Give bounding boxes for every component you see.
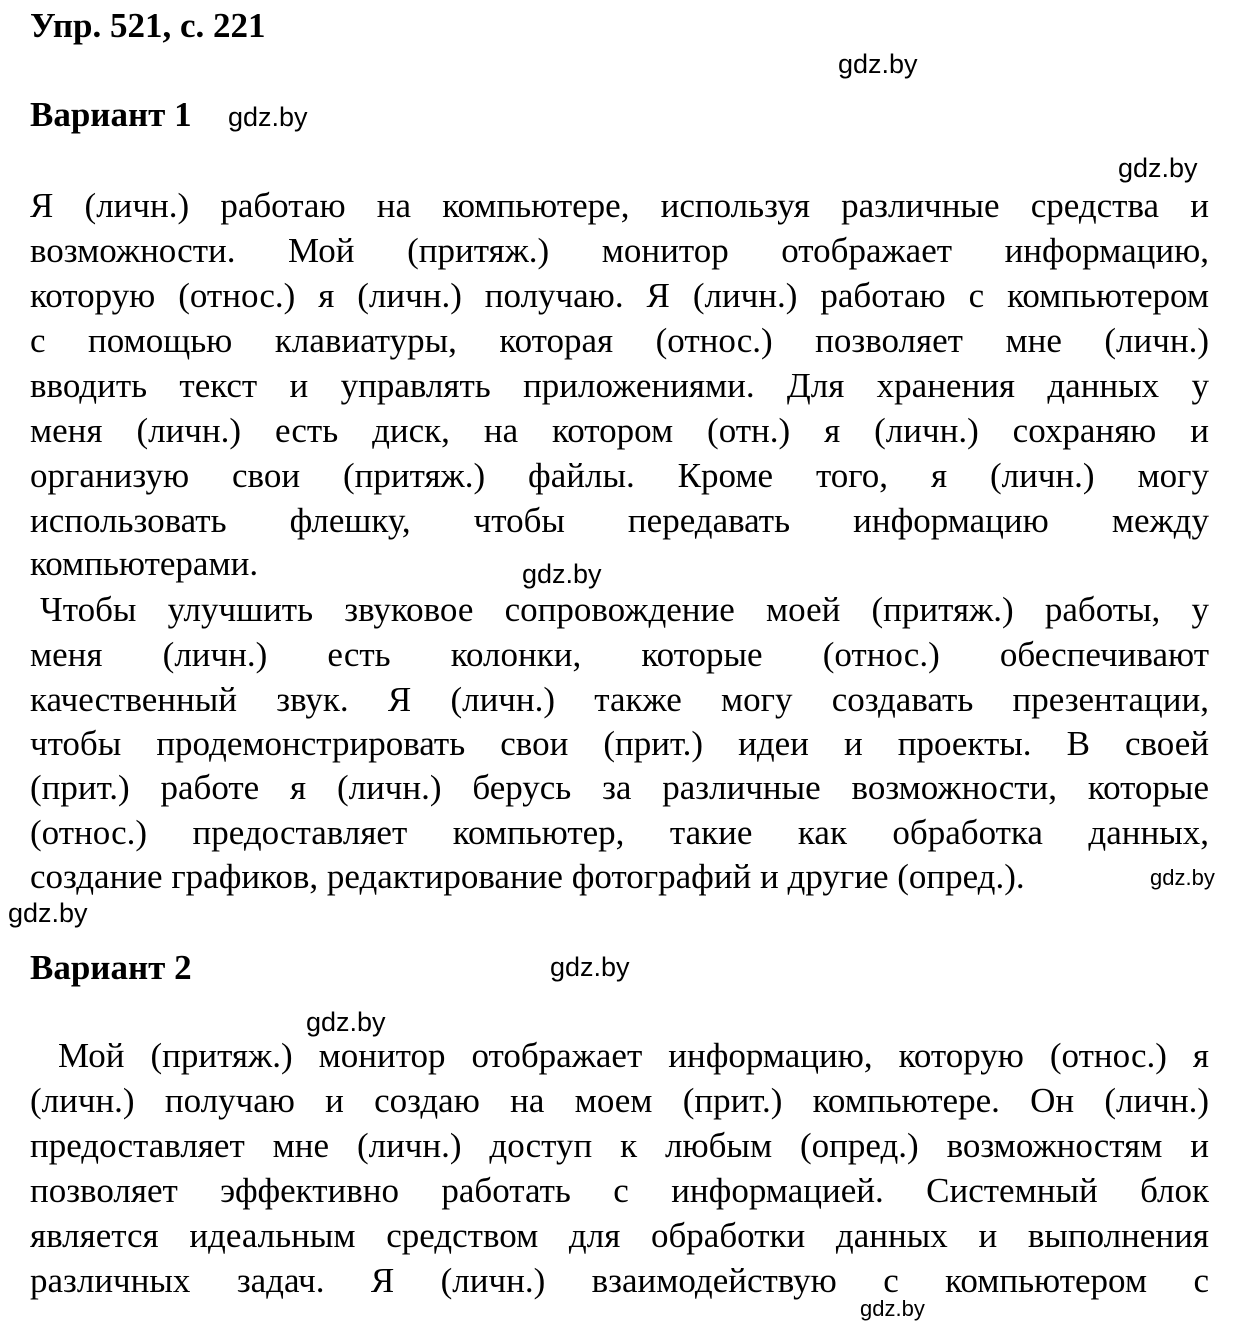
variant-1-line: Я (личн.) работаю на компьютере, используя различные средства и	[30, 186, 1209, 225]
variant-1-line: организую свои (притяж.) файлы. Кроме того, я (личн.) могу	[30, 456, 1209, 495]
variant-2-line: (личн.) получаю и создаю на моем (прит.) компьютере. Он (личн.)	[30, 1081, 1209, 1120]
variant-1-line: качественный звук. Я (личн.) также могу создавать презентации,	[30, 680, 1209, 719]
watermark: gdz.by	[306, 1007, 386, 1037]
variant-1-line: Чтобы улучшить звуковое сопровождение моей (притяж.) работы, у	[40, 590, 1209, 629]
variant-1-line: создание графиков, редактирование фотографий и другие (опред.).	[30, 857, 1025, 896]
variant-1-line: использовать флешку, чтобы передавать информацию между	[30, 501, 1209, 540]
variant-1-line: вводить текст и управлять приложениями. Для хранения данных у	[30, 366, 1209, 405]
variant-1-line: которую (относ.) я (личн.) получаю. Я (личн.) работаю с компьютером	[30, 276, 1209, 315]
variant-2-line: предоставляет мне (личн.) доступ к любым (опред.) возможностям и	[30, 1126, 1209, 1165]
variant-1-line: (прит.) работе я (личн.) берусь за различные возможности, которые	[30, 768, 1209, 807]
variant-2-line: различных задач. Я (личн.) взаимодействую с компьютером с	[30, 1261, 1209, 1300]
variant-2-line: Мой (притяж.) монитор отображает информацию, которую (относ.) я	[58, 1036, 1209, 1075]
variant-1-line: меня (личн.) есть колонки, которые (относ.) обеспечивают	[30, 635, 1209, 674]
variant-2-title: Вариант 2	[30, 948, 192, 987]
watermark: gdz.by	[860, 1296, 925, 1321]
variant-2-line: является идеальным средством для обработки данных и выполнения	[30, 1216, 1209, 1255]
watermark: gdz.by	[228, 102, 308, 132]
watermark: gdz.by	[1118, 153, 1198, 183]
watermark: gdz.by	[550, 952, 630, 982]
watermark: gdz.by	[1150, 865, 1215, 890]
variant-1-title: Вариант 1	[30, 95, 192, 134]
variant-1-line: возможности. Мой (притяж.) монитор отображает информацию,	[30, 231, 1209, 270]
variant-1-line: меня (личн.) есть диск, на котором (отн.) я (личн.) сохраняю и	[30, 411, 1209, 450]
variant-1-line: с помощью клавиатуры, которая (относ.) позволяет мне (личн.)	[30, 321, 1209, 360]
watermark: gdz.by	[8, 898, 88, 928]
exercise-heading: Упр. 521, с. 221	[30, 6, 266, 45]
variant-2-line: позволяет эффективно работать с информацией. Системный блок	[30, 1171, 1209, 1210]
variant-1-line: чтобы продемонстрировать свои (прит.) идеи и проекты. В своей	[30, 724, 1209, 763]
watermark: gdz.by	[838, 49, 918, 79]
variant-1-line: компьютерами.	[30, 544, 259, 583]
variant-1-line: (относ.) предоставляет компьютер, такие как обработка данных,	[30, 813, 1209, 852]
watermark: gdz.by	[522, 559, 602, 589]
